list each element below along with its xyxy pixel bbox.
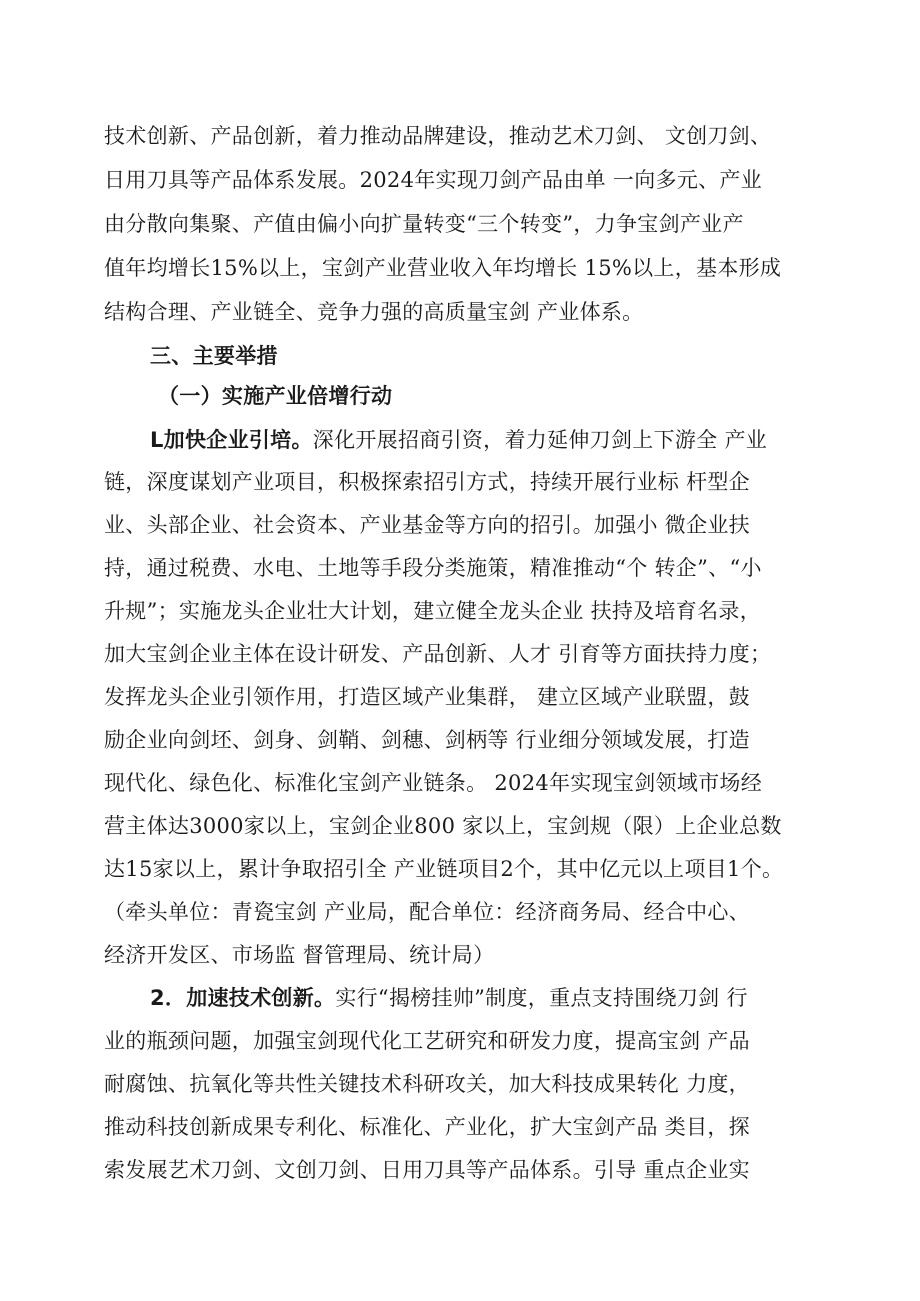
item2-lead: 2．加速技术创新。 (150, 986, 336, 1010)
paragraph-line: 由分散向集聚、产值由偏小向扩量转变“三个转变”，力争宝剑产业产 (104, 212, 744, 236)
paragraph-line: 结构合理、产业链全、竞争力强的高质量宝剑 产业体系。 (104, 300, 644, 324)
paragraph-line: 推动科技创新成果专利化、标准化、产业化，扩大宝剑产品 类目，探 (104, 1115, 750, 1139)
item2-first-line (150, 976, 824, 1020)
paragraph-line: 业的瓶颈问题，加强宝剑现代化工艺研究和研发力度，提高宝剑 产品 (104, 1029, 750, 1053)
paragraph-line: 链，深度谋划产业项目，积极探索招引方式，持续开展行业标 杆型企 (104, 470, 750, 494)
paragraph-line: 发挥龙头企业引领作用，打造区域产业集群， 建立区域产业联盟，鼓 (104, 685, 750, 709)
item1-first-line-text: 深化开展招商引资，着力延伸刀剑上下游全 产业 (312, 428, 768, 452)
paragraph-line: 技术创新、产品创新，着力推动品牌建设，推动艺术刀剑、 文创刀剑、 (104, 124, 772, 148)
paragraph-line: 升规”；实施龙头企业壮大计划，建立健全龙头企业 扶持及培育名录， (104, 599, 762, 623)
paragraph-line: （牵头单位：青瓷宝剑 产业局，配合单位：经济商务局、经合中心、 (104, 900, 750, 924)
subsection-heading: （一）实施产业倍增行动 (158, 384, 393, 408)
paragraph-line: 加大宝剑企业主体在设计研发、产品创新、人才 引育等方面扶持力度； (104, 642, 772, 666)
paragraph-line: 日用刀具等产品体系发展。2024年实现刀剑产品由单 一向多元、产业 (104, 168, 763, 192)
paragraph-line: 经济开发区、市场监 督管理局、统计局） (104, 943, 495, 967)
paragraph-line: 持，通过税费、水电、土地等手段分类施策，精准推动“个 转企”、“小 (104, 556, 762, 580)
paragraph-line: 索发展艺术刀剑、文创刀剑、日用刀具等产品体系。引导 重点企业实 (104, 1158, 750, 1182)
paragraph-line: 现代化、绿色化、标准化宝剑产业链条。 2024年实现宝剑领域市场经 (104, 771, 763, 795)
item1-first-line (150, 418, 824, 462)
item1-lead: L加快企业引培。 (150, 428, 313, 452)
paragraph-line: 达15家以上，累计争取招引全 产业链项目2个，其中亿元以上项目1个。 (104, 857, 784, 881)
item2-first-line-text: 实行“揭榜挂帅”制度，重点支持围绕刀剑 行 (335, 986, 748, 1010)
paragraph-line: 营主体达3000家以上，宝剑企业800 家以上，宝剑规（限）上企业总数 (104, 814, 782, 838)
paragraph-line: 耐腐蚀、抗氧化等共性关键技术科研攻关，加大科技成果转化 力度， (104, 1072, 750, 1096)
paragraph-line: 励企业向剑坯、剑身、剑鞘、剑穗、剑柄等 行业细分领域发展，打造 (104, 728, 750, 752)
section-heading: 三、主要举措 (150, 344, 278, 368)
paragraph-line: 业、头部企业、社会资本、产业基金等方向的招引。加强小 微企业扶 (104, 513, 750, 537)
paragraph-line: 值年均增长15%以上，宝剑产业营业收入年均增长 15%以上，基本形成 (104, 256, 782, 280)
